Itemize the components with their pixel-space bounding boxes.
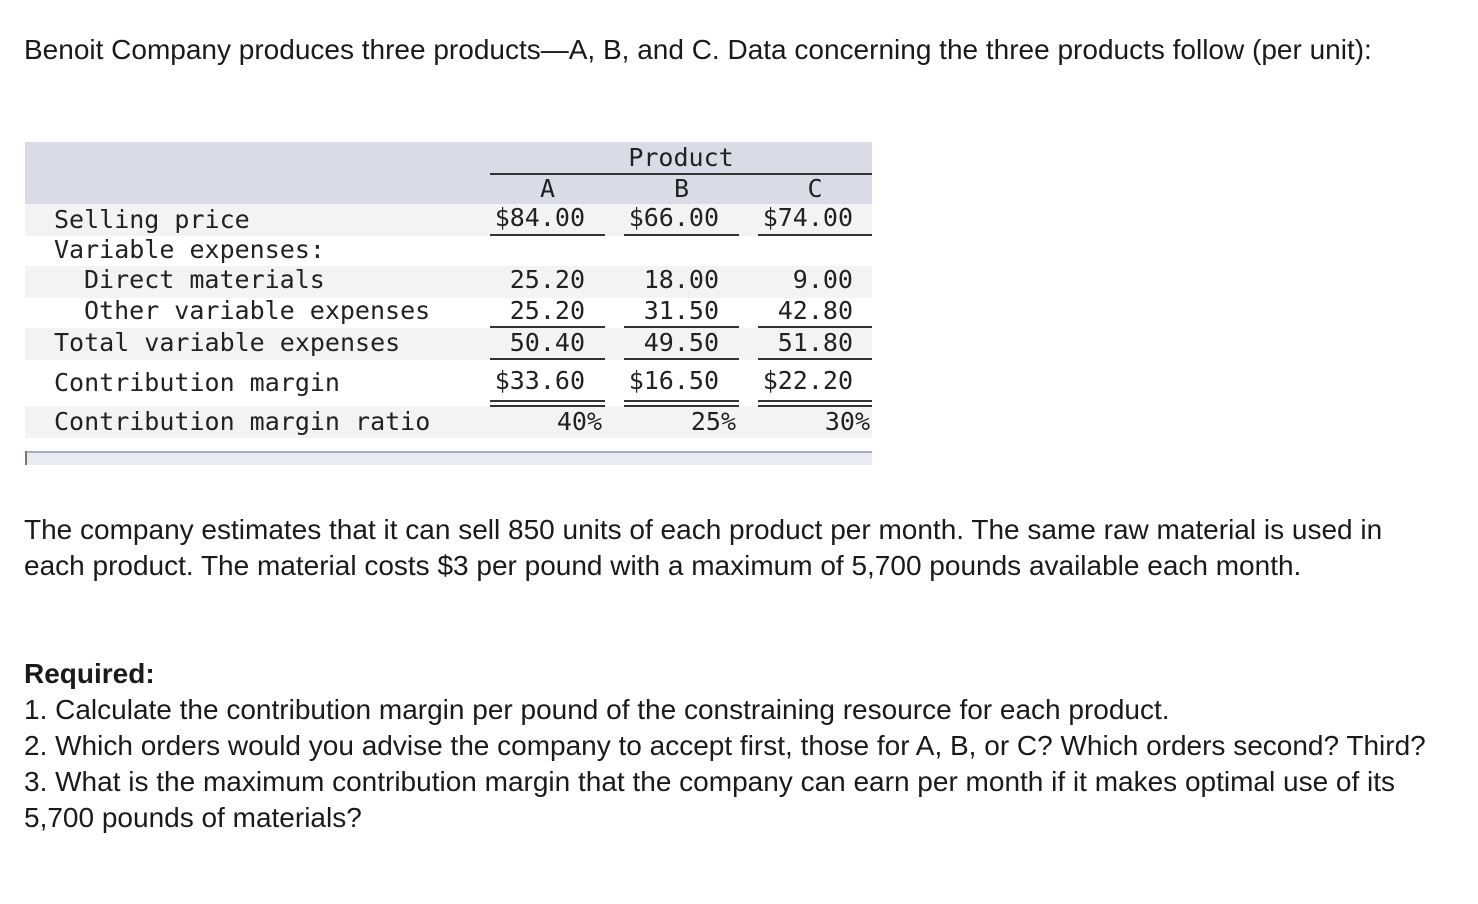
row-label-contribution-margin: Contribution margin (54, 368, 340, 397)
cell-other-variable-c: 42.80 (777, 296, 853, 325)
column-header-b: B (673, 174, 690, 203)
cell-selling-price-b: $66.00 (628, 203, 719, 232)
cell-contribution-margin-a: $33.60 (494, 366, 585, 395)
table-scrollbar[interactable] (25, 451, 872, 465)
constraint-text: The company estimates that it can sell 850 units of each product per month. The same raw material is used in each product. The material costs $3 per pound with a maximum of 5,700 pounds available each month. (24, 514, 1383, 581)
cell-direct-materials-c: 9.00 (792, 265, 853, 294)
column-header-a: A (539, 174, 556, 203)
cell-other-variable-a: 25.20 (509, 296, 585, 325)
cell-direct-materials-b: 18.00 (643, 265, 719, 294)
cell-cm-ratio-b: 25% (690, 407, 736, 436)
required-item-1: 1. Calculate the contribution margin per pound of the constraining resource for each product. (24, 694, 1170, 725)
row-label-other-variable-expenses: Other variable expenses (84, 296, 431, 325)
cell-contribution-margin-b: $16.50 (628, 366, 719, 395)
row-label-direct-materials: Direct materials (84, 265, 325, 294)
cell-contribution-margin-c: $22.20 (762, 366, 853, 395)
column-header-c: C (807, 174, 823, 203)
cell-total-variable-c: 51.80 (777, 328, 853, 357)
required-heading: Required: (24, 658, 155, 689)
product-group-header: Product (628, 143, 734, 172)
row-label-variable-expenses: Variable expenses: (54, 235, 325, 264)
required-section (24, 656, 1444, 836)
product-data-table (25, 142, 872, 464)
cell-selling-price-c: $74.00 (762, 203, 853, 232)
cell-cm-ratio-a: 40% (556, 407, 602, 436)
cell-direct-materials-a: 25.20 (509, 265, 585, 294)
row-label-contribution-margin-ratio: Contribution margin ratio (54, 407, 431, 436)
cell-other-variable-b: 31.50 (643, 296, 719, 325)
required-item-3: 3. What is the maximum contribution margin that the company can earn per month if it makes optimal use of its 5,700 pounds of materials? (24, 766, 1396, 833)
row-label-selling-price: Selling price (54, 205, 250, 234)
cell-total-variable-a: 50.40 (509, 328, 585, 357)
row-label-total-variable-expenses: Total variable expenses (54, 328, 401, 357)
cell-selling-price-a: $84.00 (494, 203, 585, 232)
cell-cm-ratio-c: 30% (824, 407, 870, 436)
cell-total-variable-b: 49.50 (643, 328, 719, 357)
required-item-2: 2. Which orders would you advise the company to accept first, those for A, B, or C? Which orders second? Third? (24, 730, 1426, 761)
intro-text: Benoit Company produces three products—A, B, and C. Data concerning the three products follow (per unit): (24, 34, 1372, 65)
